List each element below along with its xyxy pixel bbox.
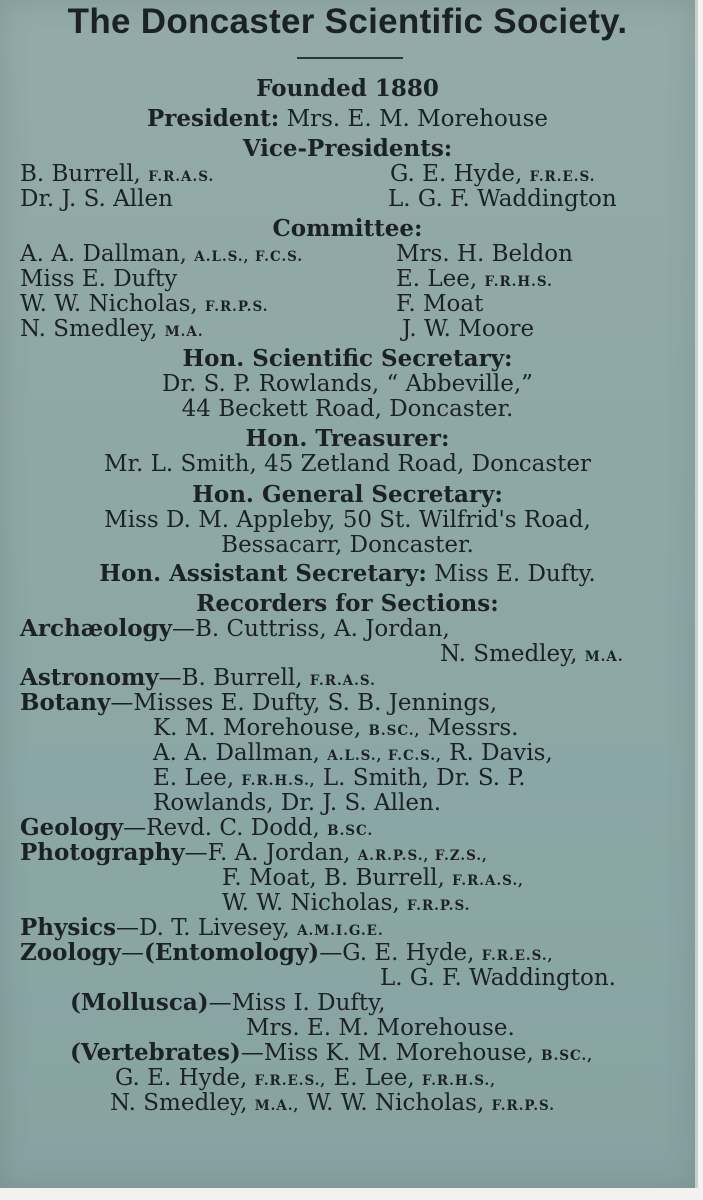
zoology-line-2: L. G. F. Waddington. xyxy=(380,965,616,991)
treasurer-heading: Hon. Treasurer: xyxy=(245,425,450,452)
section-text: —Revd. C. Dodd, xyxy=(123,815,320,841)
section-quals: A.R.P.S., F.Z.S., xyxy=(357,848,488,864)
vp-quals: F.R.E.S. xyxy=(529,169,596,185)
treasurer-line: Mr. L. Smith, 45 Zetland Road, Doncaster xyxy=(103,451,592,477)
section-text: G. E. Hyde, xyxy=(115,1065,248,1091)
section-text: L. Smith, Dr. S. P. xyxy=(322,765,526,791)
member-quals: A.L.S., F.C.S. xyxy=(194,249,304,265)
vice-president-left-2 xyxy=(20,186,173,212)
section-text: W. W. Nicholas, xyxy=(306,1090,485,1116)
president-name: Mrs. E. M. Morehouse xyxy=(286,106,549,132)
section-text: K. M. Morehouse, xyxy=(153,715,362,741)
section-quals: F.R.P.S. xyxy=(407,898,471,914)
section-label: Zoology xyxy=(20,939,121,966)
section-quals: F.R.E.S., xyxy=(481,948,554,964)
assistant-secretary-line xyxy=(0,561,695,587)
vice-president-right-2 xyxy=(388,186,617,212)
scientific-secretary-line-2: 44 Beckett Road, Doncaster. xyxy=(181,396,514,422)
committee-left-2 xyxy=(20,266,177,292)
committee-right-3 xyxy=(396,291,483,317)
member-name: Mrs. H. Beldon xyxy=(396,241,573,267)
president-line xyxy=(0,106,695,132)
vp-name: G. E. Hyde, xyxy=(390,161,523,187)
section-label: Photography xyxy=(20,839,185,866)
mollusca-line-1 xyxy=(70,990,385,1016)
committee-heading: Committee: xyxy=(272,215,423,242)
committee-left-4 xyxy=(20,316,204,345)
section-label: Archæology xyxy=(20,615,172,642)
general-secretary-heading: Hon. General Secretary: xyxy=(192,481,503,508)
member-name: Miss E. Dufty xyxy=(20,266,178,292)
section-text: E. Lee, xyxy=(333,1065,415,1091)
scientific-secretary-line-1: Dr. S. P. Rowlands, “ Abbeville,” xyxy=(162,371,533,397)
section-quals: F.R.H.S., xyxy=(421,1073,496,1089)
section-text: —D. T. Livesey, xyxy=(116,915,290,941)
botany-line-1 xyxy=(20,690,497,716)
member-quals: F.R.P.S. xyxy=(205,299,269,315)
vice-presidents-heading: Vice-Presidents: xyxy=(242,135,453,162)
section-text: —G. E. Hyde, xyxy=(319,940,475,966)
section-quals: B.SC. xyxy=(327,823,374,839)
section-text: N. Smedley, xyxy=(440,641,578,667)
section-quals: F.R.A.S., xyxy=(452,873,524,889)
archaeology-line-1 xyxy=(20,616,450,642)
member-name: A. A. Dallman, xyxy=(20,241,187,267)
scientific-secretary-heading: Hon. Scientific Secretary: xyxy=(182,345,513,372)
member-name: E. Lee, xyxy=(396,266,478,292)
section-text: —F. A. Jordan, xyxy=(184,840,351,866)
subsection-label: (Vertebrates) xyxy=(70,1039,241,1066)
member-name: F. Moat xyxy=(396,291,484,317)
member-quals: F.R.H.S. xyxy=(484,274,553,290)
section-quals: F.R.P.S. xyxy=(491,1098,556,1114)
vp-quals: F.R.A.S. xyxy=(148,169,215,185)
president-label: President: xyxy=(146,105,280,132)
section-quals: B.SC., xyxy=(541,1048,593,1064)
committee-right-1 xyxy=(396,241,573,267)
assistant-secretary-label: Hon. Assistant Secretary: xyxy=(99,560,427,587)
section-quals: F.R.H.S., xyxy=(241,773,316,789)
section-quals: F.R.E.S., xyxy=(254,1073,327,1089)
section-text: —Miss K. M. Morehouse, xyxy=(240,1040,534,1066)
section-label: Astronomy xyxy=(20,664,159,691)
title-divider xyxy=(297,57,403,59)
section-text: N. Smedley, xyxy=(110,1090,248,1116)
section-label: Botany xyxy=(20,689,111,716)
archaeology-line-2 xyxy=(440,641,624,670)
general-secretary-line-2: Bessacarr, Doncaster. xyxy=(221,532,474,558)
general-secretary-line-1: Miss D. M. Appleby, 50 St. Wilfrid's Road, xyxy=(104,507,591,533)
section-text: Messrs. xyxy=(427,715,519,741)
vp-name: L. G. F. Waddington xyxy=(388,186,617,212)
vp-name: Dr. J. S. Allen xyxy=(20,186,173,212)
mollusca-line-2: Mrs. E. M. Morehouse. xyxy=(246,1015,515,1041)
member-quals: M.A. xyxy=(164,324,204,340)
botany-line-5: Rowlands, Dr. J. S. Allen. xyxy=(153,790,442,816)
assistant-secretary-name: Miss E. Dufty. xyxy=(434,561,596,587)
section-text: —B. Cuttriss, A. Jordan, xyxy=(171,616,450,642)
section-label: Physics xyxy=(20,914,117,941)
member-name: J. W. Moore xyxy=(402,316,535,342)
section-text: —Misses E. Dufty, S. B. Jennings, xyxy=(110,690,498,716)
section-quals: M.A. xyxy=(584,649,624,665)
member-name: W. W. Nicholas, xyxy=(20,291,198,317)
founded-line: Founded 1880 xyxy=(256,75,439,102)
section-quals: A.L.S., F.C.S., xyxy=(327,748,442,764)
section-text: W. W. Nicholas, xyxy=(222,890,400,916)
section-text: —Miss I. Dufty, xyxy=(208,990,386,1016)
member-name: N. Smedley, xyxy=(20,316,158,342)
society-title: The Doncaster Scientific Society. xyxy=(67,2,628,41)
section-text: F. Moat, B. Burrell, xyxy=(222,865,445,891)
section-text: —B. Burrell, xyxy=(158,665,303,691)
section-quals: F.R.A.S. xyxy=(309,673,376,689)
subsection-label: (Entomology) xyxy=(144,939,320,966)
committee-right-4 xyxy=(402,316,534,342)
section-text: — xyxy=(121,940,144,966)
section-text: E. Lee, xyxy=(153,765,235,791)
recorders-heading: Recorders for Sections: xyxy=(196,590,499,617)
subsection-label: (Mollusca) xyxy=(70,989,209,1016)
section-quals: M.A., xyxy=(254,1098,300,1114)
section-quals: B.SC., xyxy=(368,723,421,739)
section-text: R. Davis, xyxy=(449,740,553,766)
section-quals: A.M.I.G.E. xyxy=(297,923,384,939)
section-label: Geology xyxy=(20,814,124,841)
vertebrates-line-3 xyxy=(110,1090,555,1119)
vp-name: B. Burrell, xyxy=(20,161,141,187)
section-text: A. A. Dallman, xyxy=(153,740,320,766)
